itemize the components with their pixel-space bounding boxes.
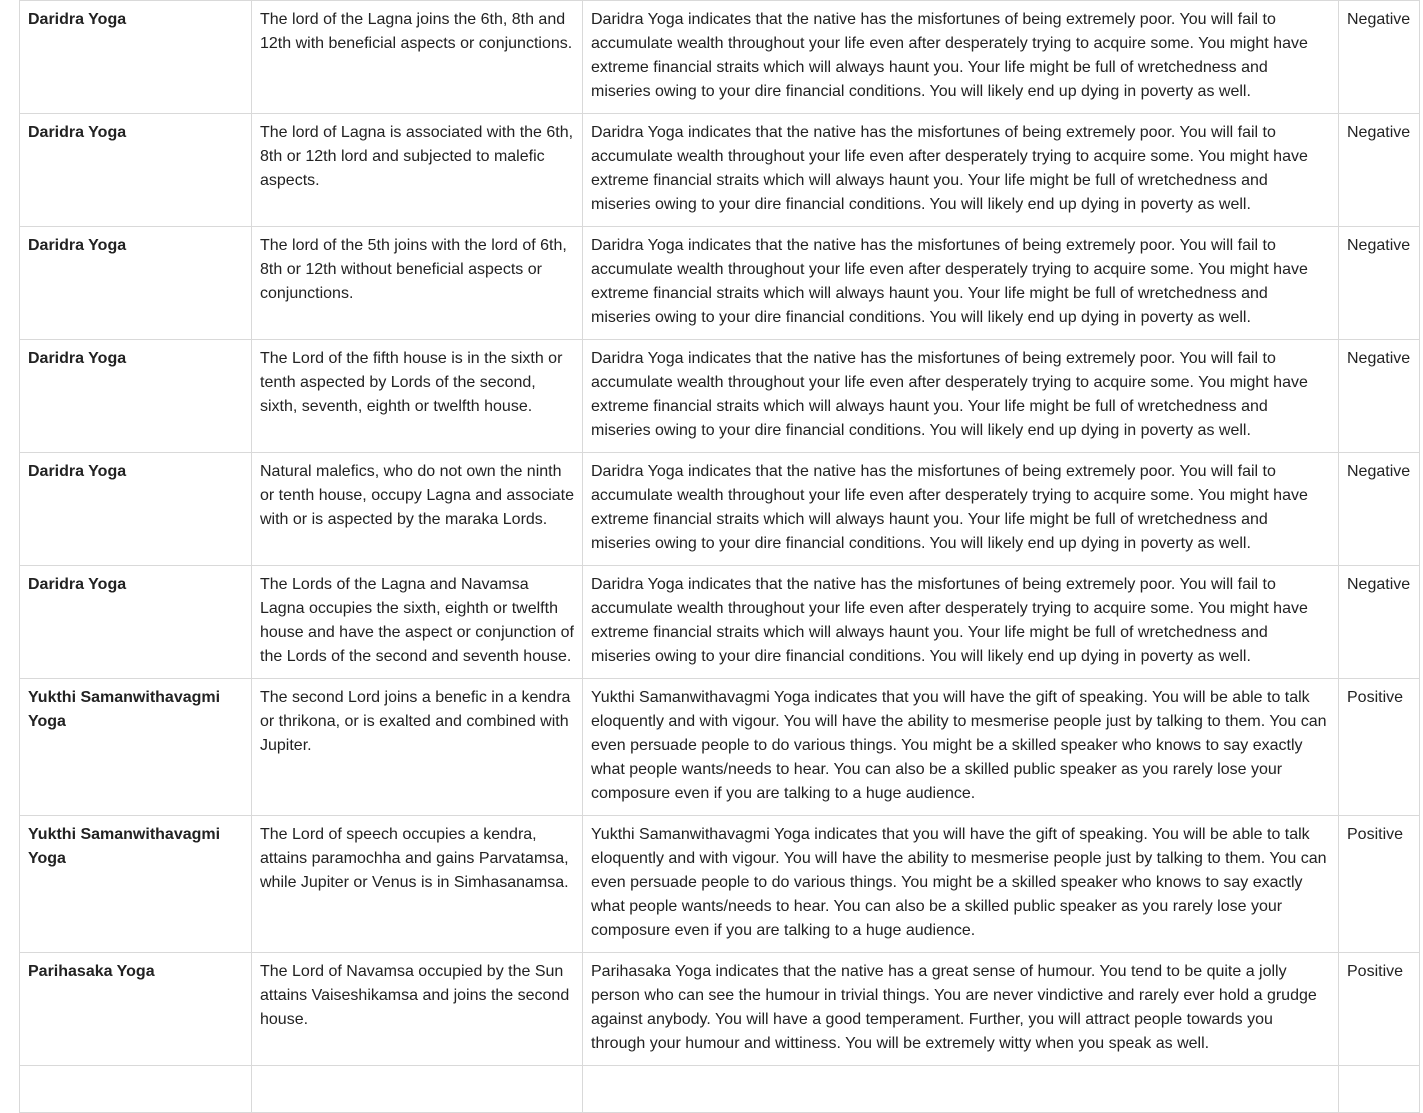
yoga-description: Daridra Yoga indicates that the native has the misfortunes of being extremely poor. You will fail to accumulate wealth throughout your life even after desperately trying to acquire some. You might have extreme financial straits which will always haunt you. Your life might be full of wretchedness and miseries owing to your dire financial conditions. You will likely end up dying in poverty as well. <box>583 1 1339 114</box>
yoga-condition: The Lord of speech occupies a kendra, attains paramochha and gains Parvatamsa, while Jupiter or Venus is in Simhasanamsa. <box>252 816 583 953</box>
yoga-table-container <box>19 0 1419 1113</box>
yoga-condition: The Lords of the Lagna and Navamsa Lagna occupies the sixth, eighth or twelfth house and have the aspect or conjunction of the Lords of the second and seventh house. <box>252 566 583 679</box>
yoga-condition: The Lord of Navamsa occupied by the Sun attains Vaiseshikamsa and joins the second house. <box>252 953 583 1066</box>
table-row <box>20 453 1420 566</box>
yoga-description: Daridra Yoga indicates that the native has the misfortunes of being extremely poor. You will fail to accumulate wealth throughout your life even after desperately trying to acquire some. You might have extreme financial straits which will always haunt you. Your life might be full of wretchedness and miseries owing to your dire financial conditions. You will likely end up dying in poverty as well. <box>583 227 1339 340</box>
yoga-effect: Negative <box>1339 227 1420 340</box>
yoga-table <box>19 0 1420 1113</box>
yoga-description: Daridra Yoga indicates that the native has the misfortunes of being extremely poor. You will fail to accumulate wealth throughout your life even after desperately trying to acquire some. You might have extreme financial straits which will always haunt you. Your life might be full of wretchedness and miseries owing to your dire financial conditions. You will likely end up dying in poverty as well. <box>583 114 1339 227</box>
yoga-name: Daridra Yoga <box>20 566 252 679</box>
yoga-effect: Negative <box>1339 566 1420 679</box>
yoga-effect: Positive <box>1339 816 1420 953</box>
empty-cell <box>1339 1066 1420 1113</box>
empty-cell <box>252 1066 583 1113</box>
yoga-condition: Natural malefics, who do not own the ninth or tenth house, occupy Lagna and associate with or is aspected by the maraka Lords. <box>252 453 583 566</box>
yoga-name: Daridra Yoga <box>20 114 252 227</box>
yoga-description: Daridra Yoga indicates that the native has the misfortunes of being extremely poor. You will fail to accumulate wealth throughout your life even after desperately trying to acquire some. You might have extreme financial straits which will always haunt you. Your life might be full of wretchedness and miseries owing to your dire financial conditions. You will likely end up dying in poverty as well. <box>583 566 1339 679</box>
yoga-description: Parihasaka Yoga indicates that the native has a great sense of humour. You tend to be quite a jolly person who can see the humour in trivial things. You are never vindictive and rarely ever hold a grudge against anybody. You will have a good temperament. Further, you will attract people towards you through your humour and wittiness. You will be extremely witty when you speak as well. <box>583 953 1339 1066</box>
yoga-name: Daridra Yoga <box>20 227 252 340</box>
yoga-effect: Negative <box>1339 1 1420 114</box>
empty-cell <box>583 1066 1339 1113</box>
yoga-name: Daridra Yoga <box>20 340 252 453</box>
yoga-condition: The lord of Lagna is associated with the 6th, 8th or 12th lord and subjected to malefic aspects. <box>252 114 583 227</box>
yoga-condition: The second Lord joins a benefic in a kendra or thrikona, or is exalted and combined with Jupiter. <box>252 679 583 816</box>
table-row <box>20 953 1420 1066</box>
yoga-description: Yukthi Samanwithavagmi Yoga indicates that you will have the gift of speaking. You will be able to talk eloquently and with vigour. You will have the ability to mesmerise people just by talking to them. You can even persuade people to do various things. You might be a skilled speaker who knows to say exactly what people wants/needs to hear. You can also be a skilled public speaker as you rarely lose your composure even if you are talking to a huge audience. <box>583 679 1339 816</box>
yoga-effect: Positive <box>1339 679 1420 816</box>
yoga-description: Daridra Yoga indicates that the native has the misfortunes of being extremely poor. You will fail to accumulate wealth throughout your life even after desperately trying to acquire some. You might have extreme financial straits which will always haunt you. Your life might be full of wretchedness and miseries owing to your dire financial conditions. You will likely end up dying in poverty as well. <box>583 340 1339 453</box>
yoga-name: Daridra Yoga <box>20 453 252 566</box>
table-row <box>20 816 1420 953</box>
yoga-description: Daridra Yoga indicates that the native has the misfortunes of being extremely poor. You will fail to accumulate wealth throughout your life even after desperately trying to acquire some. You might have extreme financial straits which will always haunt you. Your life might be full of wretchedness and miseries owing to your dire financial conditions. You will likely end up dying in poverty as well. <box>583 453 1339 566</box>
yoga-effect: Negative <box>1339 340 1420 453</box>
yoga-condition: The Lord of the fifth house is in the sixth or tenth aspected by Lords of the second, sixth, seventh, eighth or twelfth house. <box>252 340 583 453</box>
yoga-description: Yukthi Samanwithavagmi Yoga indicates that you will have the gift of speaking. You will be able to talk eloquently and with vigour. You will have the ability to mesmerise people just by talking to them. You can even persuade people to do various things. You might be a skilled speaker who knows to say exactly what people wants/needs to hear. You can also be a skilled public speaker as you rarely lose your composure even if you are talking to a huge audience. <box>583 816 1339 953</box>
yoga-name: Yukthi Samanwithavagmi Yoga <box>20 816 252 953</box>
table-row <box>20 340 1420 453</box>
table-row-partial <box>20 1066 1420 1113</box>
yoga-effect: Positive <box>1339 953 1420 1066</box>
table-row <box>20 114 1420 227</box>
table-row <box>20 1 1420 114</box>
yoga-name: Daridra Yoga <box>20 1 252 114</box>
yoga-condition: The lord of the 5th joins with the lord of 6th, 8th or 12th without beneficial aspects or conjunctions. <box>252 227 583 340</box>
yoga-condition: The lord of the Lagna joins the 6th, 8th and 12th with beneficial aspects or conjunctions. <box>252 1 583 114</box>
table-row <box>20 227 1420 340</box>
yoga-effect: Negative <box>1339 114 1420 227</box>
yoga-effect: Negative <box>1339 453 1420 566</box>
yoga-name: Parihasaka Yoga <box>20 953 252 1066</box>
yoga-name: Yukthi Samanwithavagmi Yoga <box>20 679 252 816</box>
empty-cell <box>20 1066 252 1113</box>
table-row <box>20 679 1420 816</box>
table-row <box>20 566 1420 679</box>
